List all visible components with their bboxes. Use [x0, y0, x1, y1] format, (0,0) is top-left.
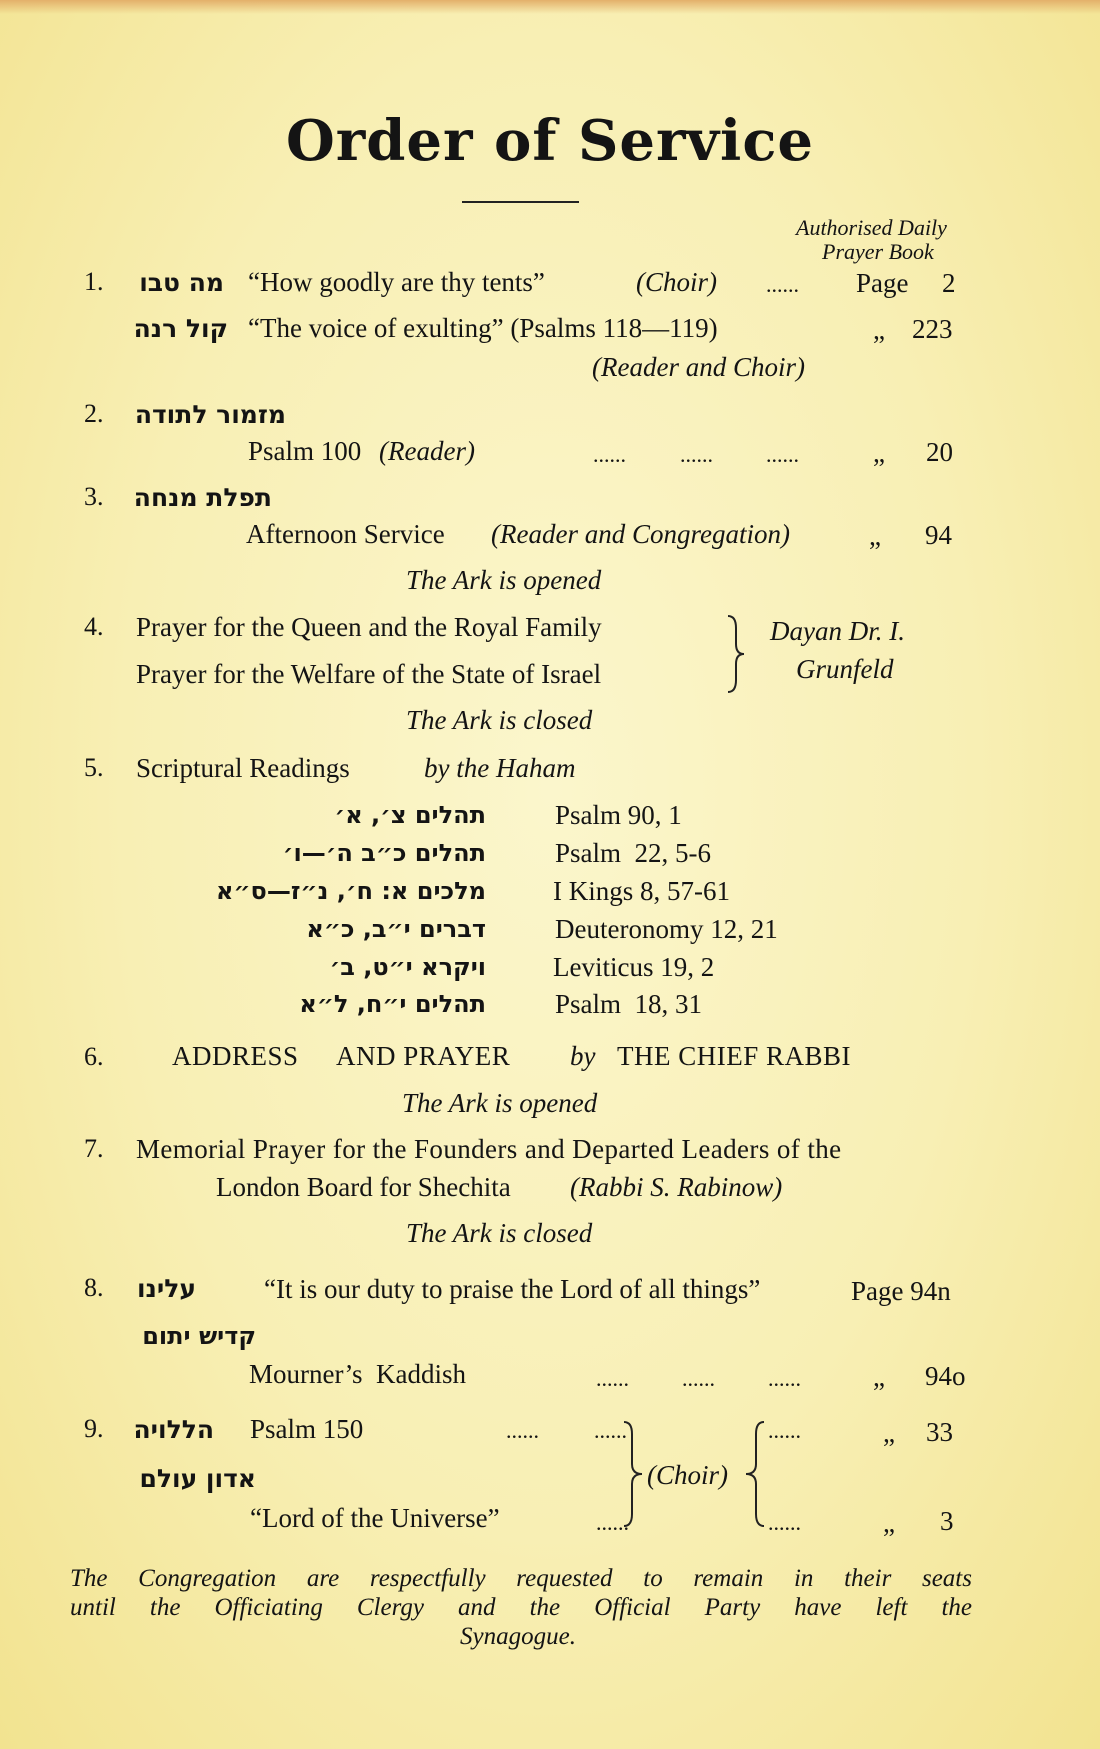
- title-rule: [462, 201, 579, 203]
- item-4-line2: Prayer for the Welfare of the State of Israel: [136, 659, 602, 689]
- item-9-number: 9.: [84, 1414, 104, 1443]
- item-9-performer: (Choir): [647, 1460, 728, 1490]
- item-9a-leader: ......: [768, 1418, 801, 1443]
- item-6-rubric: The Ark is opened: [402, 1088, 598, 1118]
- item-5-text: Scriptural Readings: [136, 753, 350, 783]
- item-8b-page: 94o: [925, 1361, 966, 1391]
- item-4-number: 4.: [84, 612, 104, 641]
- item-8b-leader: ......: [682, 1366, 715, 1391]
- item-9a-leader: ......: [594, 1418, 627, 1443]
- reading-hebrew: מלכים א: ח׳, נ״ז—ס״א: [216, 877, 486, 905]
- item-8a-text: “It is our duty to praise the Lord of all things”: [264, 1274, 761, 1304]
- item-1a-performer: (Choir): [636, 267, 717, 297]
- item-1-number: 1.: [84, 267, 104, 296]
- reading-hebrew: תהלים צ׳, א׳: [334, 801, 486, 829]
- reading-hebrew: ויקרא י״ט, ב׳: [329, 953, 486, 981]
- item-9a-page: 33: [926, 1417, 953, 1447]
- item-3-performer: (Reader and Congregation): [491, 519, 790, 549]
- item-3-hebrew: תפלת מנחה: [133, 483, 272, 512]
- item-1a-page: 2: [942, 268, 956, 298]
- item-1b-ditto: „: [873, 315, 885, 345]
- item-3-page: 94: [925, 520, 952, 550]
- item-8b-leader: ......: [596, 1366, 629, 1391]
- item-1b-page: 223: [912, 314, 953, 344]
- item-9-brace-right: [742, 1420, 768, 1528]
- item-2-ditto: „: [873, 438, 885, 468]
- item-2-leader: ......: [593, 442, 626, 467]
- item-1a-leader: ......: [766, 272, 799, 297]
- item-4-brace: [724, 614, 748, 694]
- item-3-number: 3.: [84, 482, 104, 511]
- footer-line1: The Congregation are respectfully requested to remain in their seats: [70, 1565, 972, 1592]
- reading-hebrew: דברים י״ב, כ״א: [306, 915, 486, 943]
- reading-english: Deuteronomy 12, 21: [555, 914, 778, 944]
- item-9a-text: Psalm 150: [250, 1414, 364, 1444]
- item-9b-ditto: „: [883, 1508, 895, 1538]
- item-1b-performer: (Reader and Choir): [592, 352, 805, 382]
- item-4-officiant-line2: Grunfeld: [796, 654, 894, 684]
- item-1b-text: “The voice of exulting” (Psalms 118—119): [248, 313, 718, 343]
- item-3-ditto: „: [869, 521, 881, 551]
- item-2-leader: ......: [680, 442, 713, 467]
- item-8b-text: Mourner’s Kaddish: [249, 1359, 466, 1389]
- item-8-number: 8.: [84, 1273, 104, 1302]
- item-4-officiant-line1: Dayan Dr. I.: [770, 616, 905, 646]
- item-9b-hebrew: אדון עולם: [139, 1464, 256, 1493]
- item-3-rubric: The Ark is opened: [406, 565, 602, 595]
- item-1a-hebrew: מה טבו: [139, 268, 224, 297]
- item-9b-page: 3: [940, 1506, 954, 1536]
- item-4-line1: Prayer for the Queen and the Royal Family: [136, 612, 602, 642]
- item-2-leader: ......: [766, 442, 799, 467]
- item-2-performer: (Reader): [379, 436, 475, 466]
- item-2-page: 20: [926, 437, 953, 467]
- reading-hebrew: תהלים כ״ב ה׳—ו׳: [282, 839, 486, 867]
- item-8a-page: Page 94n: [851, 1276, 951, 1306]
- item-7-line2: London Board for Shechita: [216, 1172, 511, 1202]
- prayer-book-note-line2: Prayer Book: [822, 239, 934, 264]
- item-6-text-c: THE CHIEF RABBI: [617, 1041, 852, 1071]
- item-6-number: 6.: [84, 1042, 104, 1071]
- reading-english: Leviticus 19, 2: [553, 952, 715, 982]
- reading-english: Psalm 90, 1: [555, 800, 682, 830]
- item-6-text-a: ADDRESS: [172, 1041, 299, 1071]
- item-5-number: 5.: [84, 753, 104, 782]
- item-9a-ditto: „: [883, 1418, 895, 1448]
- item-8a-hebrew: עלינו: [136, 1274, 196, 1303]
- footer-line2: until the Officiating Clergy and the Official Party have left the: [70, 1594, 972, 1621]
- reading-english: I Kings 8, 57-61: [553, 876, 730, 906]
- reading-hebrew: תהלים י״ח, ל״א: [299, 990, 486, 1018]
- item-9b-leader: ......: [596, 1510, 629, 1535]
- item-2-hebrew: מזמור לתודה: [134, 400, 286, 429]
- item-8b-leader: ......: [768, 1366, 801, 1391]
- item-8b-ditto: „: [873, 1362, 885, 1392]
- item-9a-leader: ......: [506, 1418, 539, 1443]
- item-2-number: 2.: [84, 399, 104, 428]
- item-6-by: by: [570, 1041, 596, 1071]
- item-1a-text: “How goodly are thy tents”: [248, 267, 545, 297]
- page-title: Order of Service: [285, 108, 815, 174]
- item-9b-text: “Lord of the Universe”: [250, 1503, 500, 1533]
- item-2-text: Psalm 100: [248, 436, 362, 466]
- item-7-number: 7.: [84, 1134, 104, 1163]
- item-8b-hebrew: קדיש יתום: [142, 1322, 256, 1350]
- item-4-rubric: The Ark is closed: [406, 705, 593, 735]
- item-9b-leader: ......: [768, 1510, 801, 1535]
- item-1a-page-label: Page: [856, 268, 909, 298]
- item-7-officiant: (Rabbi S. Rabinow): [570, 1172, 783, 1202]
- footer-line3: Synagogue.: [460, 1623, 576, 1650]
- reading-english: Psalm 22, 5-6: [555, 838, 712, 868]
- item-7-line1: Memorial Prayer for the Founders and Departed Leaders of the: [136, 1134, 842, 1164]
- item-9a-hebrew: הללויה: [133, 1415, 214, 1444]
- prayer-book-note-line1: Authorised Daily: [796, 215, 947, 240]
- reading-english: Psalm 18, 31: [555, 989, 703, 1019]
- item-5-by: by the Haham: [424, 753, 576, 783]
- item-7-rubric: The Ark is closed: [406, 1218, 593, 1248]
- item-3-text: Afternoon Service: [246, 519, 445, 549]
- item-1b-hebrew: קול רנה: [133, 314, 228, 343]
- item-6-text-b: AND PRAYER: [336, 1041, 511, 1071]
